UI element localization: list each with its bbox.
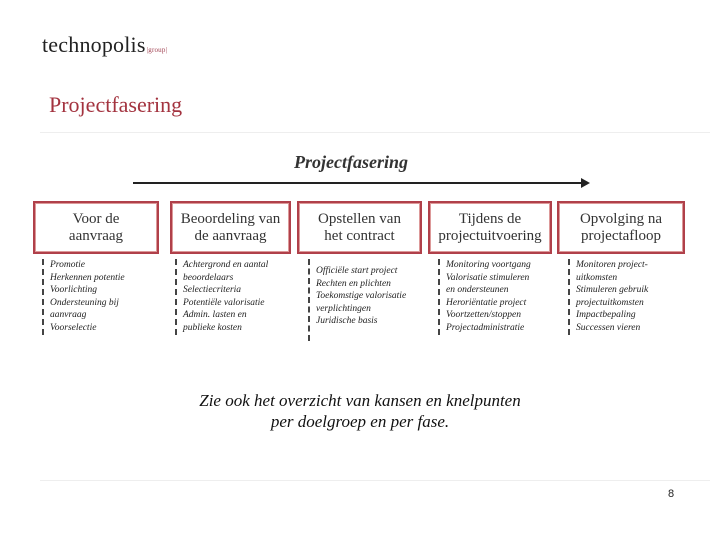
phase-label-line: projectafloop: [581, 227, 661, 244]
phase-activity-list: [308, 259, 406, 341]
timeline-arrow: [133, 182, 583, 184]
activity-item: uitkomsten: [576, 272, 618, 283]
activity-item: Officiële start project: [316, 266, 398, 276]
activity-item: Successen vieren: [576, 322, 641, 333]
activity-item: Heroriëntatie project: [446, 297, 527, 308]
phase-label-line: Voor de: [72, 210, 120, 227]
activity-item: Projectadministratie: [446, 322, 525, 333]
bottom-divider: [40, 480, 710, 481]
phase-label-line: het contract: [324, 227, 395, 244]
logo-suffix: |group|: [146, 46, 168, 54]
diagram-title-text: Projectfasering: [294, 152, 408, 172]
top-divider: [40, 132, 710, 133]
activity-item: publieke kosten: [183, 322, 242, 333]
phase-activity-list: [438, 259, 531, 335]
phase-label: [318, 211, 401, 245]
phase-label-line: Beoordeling van: [180, 210, 281, 227]
activity-item: aanvraag: [50, 310, 87, 320]
activity-item: Selectiecriteria: [183, 285, 242, 295]
phase-label: [438, 211, 541, 245]
activity-item: beoordelaars: [183, 272, 234, 283]
note-text: [0, 390, 720, 432]
activity-item: Impactbepaling: [576, 310, 636, 320]
activity-item: en ondersteunen: [446, 285, 509, 295]
activity-item: Potentiële valorisatie: [183, 297, 265, 308]
activity-item: projectuitkomsten: [576, 297, 644, 308]
phase-box: [297, 201, 422, 254]
phase-box: [557, 201, 685, 254]
activity-item: Achtergrond en aantal: [183, 260, 269, 270]
technopolis-logo: [42, 32, 167, 58]
activity-item: Rechten en plichten: [316, 278, 391, 289]
note-line-1: Zie ook het overzicht van kansen en knelpunten: [199, 391, 521, 410]
phase-label-line: Opvolging na: [579, 210, 663, 227]
activity-item: Stimuleren gebruik: [576, 285, 649, 295]
phase-activity-list: [568, 259, 648, 335]
phase-box: [33, 201, 159, 254]
activity-item: Voorlichting: [50, 285, 97, 295]
activity-item: Voortzetten/stoppen: [446, 310, 521, 320]
activity-item: Toekomstige valorisatie: [316, 291, 407, 301]
logo-text: technopolis: [42, 32, 146, 57]
note-line-2: per doelgroep en per fase.: [270, 412, 450, 431]
phase-label-line: Tijdens de: [458, 210, 522, 227]
activity-item: Juridische basis: [316, 316, 378, 326]
phase-label: [181, 211, 281, 245]
slide-title: Projectfasering: [49, 92, 183, 117]
phase-label: [69, 211, 123, 245]
page-number: 8: [668, 488, 675, 500]
phase-activity-list: [42, 259, 125, 335]
activity-item: Voorselectie: [50, 322, 97, 333]
activity-item: verplichtingen: [316, 303, 371, 314]
phase-label: [580, 211, 662, 245]
phase-activity-list: [175, 259, 268, 335]
activity-item: Ondersteuning bij: [50, 297, 119, 308]
activity-item: Promotie: [50, 260, 86, 270]
phase-box: [428, 201, 552, 254]
activity-item: Monitoring voortgang: [446, 260, 531, 270]
phase-label-line: projectuitvoering: [438, 227, 542, 244]
activity-item: Herkennen potentie: [50, 272, 125, 283]
activity-item: Monitoren project-: [576, 260, 648, 270]
phase-label-line: aanvraag: [68, 227, 124, 244]
activity-item: Valorisatie stimuleren: [446, 272, 530, 283]
phase-box: [170, 201, 291, 254]
phase-label-line: Opstellen van: [318, 210, 401, 227]
arrowhead-icon: [581, 178, 590, 188]
activity-item: Admin. lasten en: [183, 310, 247, 320]
phase-label-line: de aanvraag: [194, 227, 267, 244]
